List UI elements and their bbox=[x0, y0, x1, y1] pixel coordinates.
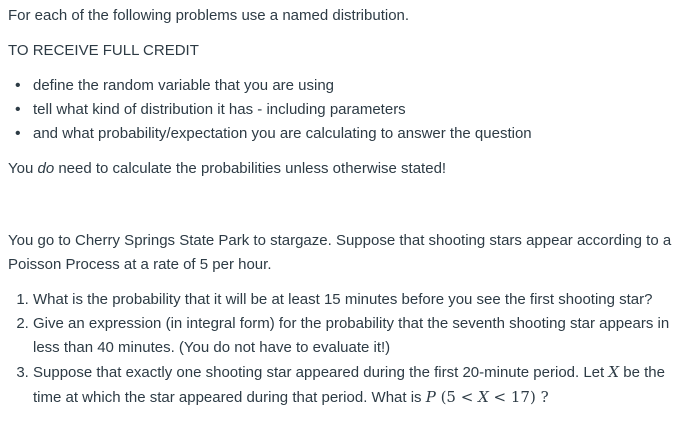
question-item: 2. Give an expression (in integral form) for the probability that the seventh shooting star appears in less than 40 minutes. (You do not have to evaluate it!) bbox=[33, 312, 688, 360]
math-expression-open: (5 < bbox=[435, 388, 479, 406]
intro-text: For each of the following problems use a named distribution. bbox=[8, 7, 410, 24]
math-expression-close: < 17) ? bbox=[488, 388, 549, 406]
calculation-note bbox=[8, 157, 688, 181]
math-variable: X bbox=[478, 388, 489, 406]
questions-list bbox=[8, 288, 688, 410]
requirement-item: • tell what kind of distribution it has - including parameters bbox=[32, 98, 688, 122]
note-text-before: You bbox=[8, 160, 38, 177]
assignment-content bbox=[8, 4, 688, 410]
question-item bbox=[33, 360, 688, 410]
question-text: be the time at which the star appeared during that period. What is bbox=[33, 364, 665, 406]
requirement-item: • define the random variable that you are using bbox=[32, 74, 688, 98]
problem-scenario: You go to Cherry Springs State Park to stargaze. Suppose that shooting stars appear according to a Poisson Process at a rate of 5 per hour. bbox=[8, 232, 672, 273]
credit-heading: TO RECEIVE FULL CREDIT bbox=[8, 42, 199, 59]
note-text-after: need to calculate the probabilities unless otherwise stated! bbox=[54, 160, 447, 177]
requirement-item: • and what probability/expectation you are calculating to answer the question bbox=[32, 122, 688, 146]
note-emphasis: do bbox=[37, 160, 55, 177]
requirements-list bbox=[8, 74, 688, 146]
math-probability-symbol: P bbox=[425, 388, 436, 406]
math-variable: X bbox=[608, 363, 620, 381]
question-item: 1. What is the probability that it will be at least 15 minutes before you see the first shooting star? bbox=[33, 288, 688, 312]
question-text: Suppose that exactly one shooting star appeared during the first 20-minute period. Let bbox=[33, 364, 609, 381]
